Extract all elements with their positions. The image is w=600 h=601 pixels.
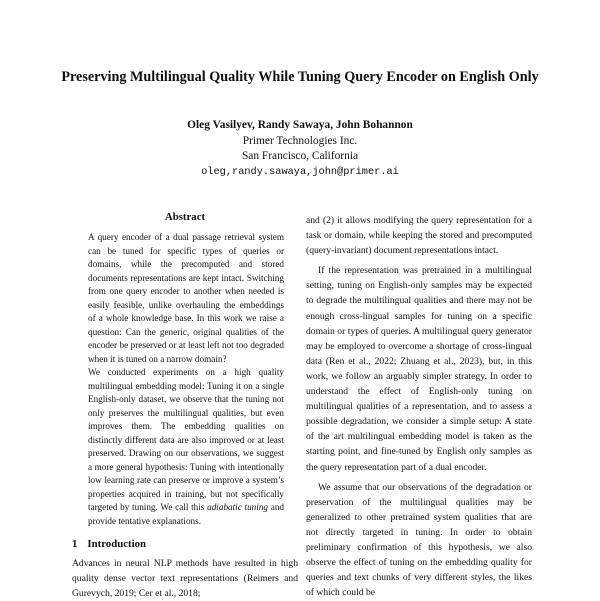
right-column xyxy=(306,213,532,600)
abstract-paragraph-2-text: We conducted experiments on a high quality multilingual embedding model: Tuning it on a single English-only dataset, we observe that the tuning not only preserves the multilingual qualities, but even improves them. The embedding qualities on distinctly different data are also improved or at least preserved. Drawing on our observations, we suggest a more general hypothesis: Tuning with intentionally low learning rate can preserve or improve a system’s properties acquired in training, but not specifically targeted by tuning. We call this xyxy=(88,367,284,513)
right-paragraph-1: If the representation was pretrained in a multilingual setting, tuning on English-only samples may be expected to degrade the multilingual qualities and there may not be enough cross-lingual samples for tuning on a specific domain or types of queries. A multilingual query generator may be employed to overcome a shortage of cross-lingual data (Ren et al., 2022; Zhuang et al., 2023), but, in this work, we follow an arguably simpler strategy. In order to understand the effect of English-only tuning on multilingual qualities of a representation, and to assess a possible degradation, we consider a simple setup: A state of the art multilingual embedding model is taken as the starting point, and fine-tuned by English only samples as the query representation part of a dual encoder. xyxy=(306,265,532,473)
affiliation: Primer Technologies Inc. xyxy=(242,134,358,147)
abstract-body xyxy=(72,231,298,528)
abstract-heading: Abstract xyxy=(164,211,206,223)
abstract-emphasis: adiabatic tuning xyxy=(207,502,269,513)
section-title: Introduction xyxy=(87,538,147,551)
author-block xyxy=(100,118,500,180)
abstract-paragraph-2 xyxy=(88,366,284,528)
location: San Francisco, California xyxy=(241,150,359,162)
left-column xyxy=(72,210,298,601)
right-paragraph-2: We assume that our observations of the degradation or preservation of the multilingual qualities may be generalized to other pretrained system qualities that are not directly targeted in tuning. In order to obtain preliminary confirmation of this hypothesis, we also observe the effect of tuning on the embedding quality for queries and text chunks of very different styles, the likes of which could be xyxy=(306,481,532,599)
paper-title: Preserving Multilingual Quality While Tuning Query Encoder on English Only xyxy=(61,69,539,85)
section-heading-introduction xyxy=(72,537,298,552)
abstract-paragraph-1: A query encoder of a dual passage retrieval system can be tuned for specific types of queries or domains, while the precomputed and stored documents representations are kept intact. Switching from one query encoder to another when needed is easily feasible, unlike overhauling the embeddings of a whole knowledge base. In this work we raise a question: Can the generic, original qualities of the encoder be preserved or at least left not too degraded when it is tuned on a narrow domain? xyxy=(88,232,284,364)
abstract-paragraph-2-end: and provide tentative explanations. xyxy=(88,502,285,526)
right-paragraph-0: and (2) it allows modifying the query representation for a task or domain, while keeping the stored and precomputed (query-invariant) document representations intact. xyxy=(306,215,532,257)
author-names: Oleg Vasilyev, Randy Sawaya, John Bohannon xyxy=(187,119,413,131)
intro-paragraph-1: Advances in neural NLP methods have resulted in high quality dense vector text representations (Reimers and Gurevych, 2019; Cer et al., 2018; xyxy=(72,558,298,600)
author-email: oleg,randy.sawaya,john@primer.ai xyxy=(201,165,399,178)
section-number: 1 xyxy=(72,538,78,551)
